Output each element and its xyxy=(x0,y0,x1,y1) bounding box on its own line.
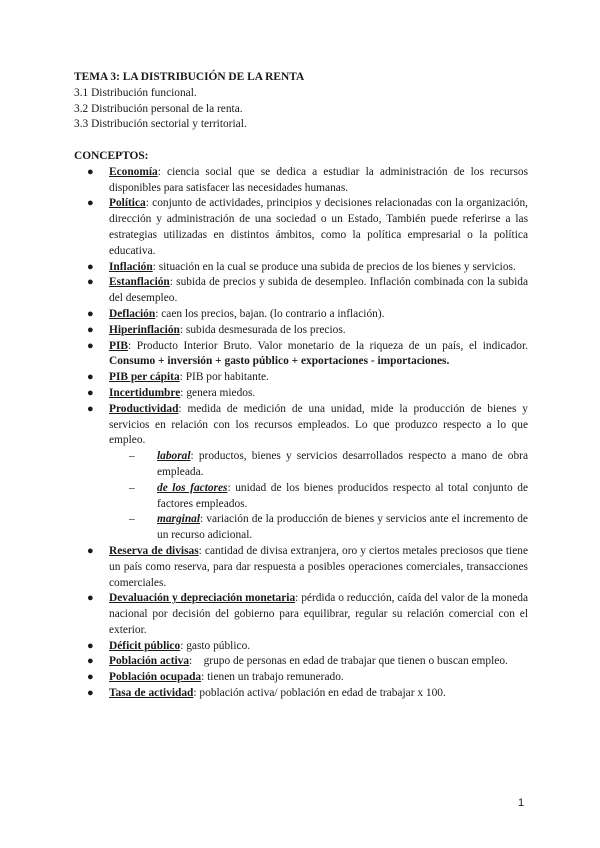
subtype-factores xyxy=(109,481,528,513)
concept-definition: subida de precios y subida de desempleo. Inflación combinada con la subida del desempleo. xyxy=(109,276,528,305)
separator: : xyxy=(198,544,205,557)
bullet-icon: ● xyxy=(87,544,94,557)
subtype-definition: variación de la producción de bienes y servicios ante el incremento de un recurso adicional. xyxy=(157,513,528,542)
bullet-icon: ● xyxy=(87,197,94,210)
bullet-icon: ● xyxy=(87,592,94,605)
concept-term: PIB per cápita xyxy=(109,371,180,384)
concept-definition: ciencia social que se dedica a estudiar la administración de los recursos disponibles para satisfacer las necesidades humanas. xyxy=(109,165,529,194)
concept-estanflacion xyxy=(74,275,528,307)
spacer xyxy=(74,133,528,149)
bullet-icon: ● xyxy=(87,165,94,178)
page-number: 1 xyxy=(518,797,525,809)
bullet-icon: ● xyxy=(87,671,94,684)
concept-term: Tasa de actividad xyxy=(109,687,194,700)
concept-term: Productividad xyxy=(109,402,179,415)
dash-icon: – xyxy=(129,481,135,494)
separator: : xyxy=(200,513,207,526)
concept-definition: cantidad de divisa extranjera, oro y ciertos metales preciosos que tiene un país como reserva, para dar respuesta a posibles operaciones comerciales, transacciones comerciales. xyxy=(109,544,529,589)
concepts-list xyxy=(74,165,528,702)
separator: : xyxy=(180,386,187,399)
separator: : xyxy=(179,371,186,384)
toc-item: 3.3 Distribución sectorial y territorial. xyxy=(74,118,247,131)
concept-term: PIB xyxy=(109,339,128,352)
dash-icon: – xyxy=(129,450,135,463)
concept-term: Deflación xyxy=(109,307,156,320)
concept-definition: genera miedos. xyxy=(186,386,256,399)
concept-pib-per-capita xyxy=(74,370,528,386)
concept-term: Población activa xyxy=(109,655,190,668)
separator: : xyxy=(295,592,302,605)
concept-term: Hiperinflación xyxy=(109,323,180,336)
concept-definition: subida desmesurada de los precios. xyxy=(185,323,346,336)
concept-term: Población ocupada xyxy=(109,671,202,684)
separator: : xyxy=(193,687,200,700)
bullet-icon: ● xyxy=(87,402,94,415)
concept-term: Estanflación xyxy=(109,276,170,289)
bullet-icon: ● xyxy=(87,687,94,700)
concept-definition: gasto público. xyxy=(186,639,251,652)
concept-term: Política xyxy=(109,197,146,210)
separator: : xyxy=(169,276,177,289)
concept-term: Incertidumbre xyxy=(109,386,181,399)
concept-definition: caen los precios, bajan. (lo contrario a inflación). xyxy=(161,307,385,320)
concept-inflacion xyxy=(74,260,528,276)
concept-incertidumbre xyxy=(74,386,528,402)
concept-term: Déficit público xyxy=(109,639,181,652)
separator: : xyxy=(152,260,159,273)
bullet-icon: ● xyxy=(87,386,94,399)
concept-definition: población activa/ población en edad de trabajar x 100. xyxy=(199,687,446,700)
concept-definition: medida de medición de una unidad, mide la producción de bienes y servicios en relación con los recursos empleados. Lo que produzco respecto a lo que empleo. xyxy=(109,402,528,447)
separator: : xyxy=(189,655,204,668)
subtype-term: laboral xyxy=(157,450,191,463)
bullet-icon: ● xyxy=(87,260,94,273)
concept-deflacion xyxy=(74,307,528,323)
concept-definition: conjunto de actividades, principios y decisiones relacionadas con la organización, dirección y administración de una sociedad o un Estado, También puede referirse a las estrategias utilizadas en distintos ámbitos, como la política empresarial o la política educativa. xyxy=(109,197,528,257)
subtype-definition: productos, bienes y servicios desarrollados respecto a mano de obra empleada. xyxy=(157,450,529,478)
concept-devaluacion xyxy=(74,591,528,638)
concept-economia xyxy=(74,165,528,197)
separator: : xyxy=(180,639,187,652)
separator: : xyxy=(227,481,236,494)
concept-definition: Producto Interior Bruto. Valor monetario de la riqueza de un país, el indicador. xyxy=(136,339,528,352)
subtype-marginal xyxy=(109,512,528,544)
concept-politica xyxy=(74,196,528,259)
concept-term: Reserva de divisas xyxy=(109,544,199,557)
bullet-icon: ● xyxy=(87,371,94,384)
concept-definition: pérdida o reducción, caída del valor de la moneda nacional por decisión del gobierno para equilibrar, regular su relación comercial con el exterior. xyxy=(109,592,529,636)
bullet-icon: ● xyxy=(87,639,94,652)
bullet-icon: ● xyxy=(87,323,94,336)
toc-item: 3.1 Distribución funcional. xyxy=(74,86,197,99)
separator: : xyxy=(128,339,137,352)
subtype-term: marginal xyxy=(157,513,201,526)
dash-icon: – xyxy=(129,513,135,526)
document-page xyxy=(74,70,528,702)
concept-definition: PIB por habitante. xyxy=(185,371,269,384)
concept-poblacion-activa xyxy=(74,654,528,670)
separator: : xyxy=(190,450,199,463)
subtype-definition: unidad de los bienes producidos respecto al total conjunto de factores empleados. xyxy=(157,481,529,510)
concept-term: Inflación xyxy=(109,260,153,273)
bullet-icon: ● xyxy=(87,307,94,320)
pib-formula: Consumo + inversión + gasto público + exportaciones - importaciones. xyxy=(109,355,450,368)
concept-productividad xyxy=(74,402,528,544)
separator: : xyxy=(157,165,168,178)
toc-item: 3.2 Distribución personal de la renta. xyxy=(74,102,243,115)
concepts-heading: CONCEPTOS: xyxy=(74,149,149,162)
separator: : xyxy=(155,307,162,320)
separator: : xyxy=(145,197,153,210)
concept-tasa-actividad xyxy=(74,686,528,702)
document-title: TEMA 3: LA DISTRIBUCIÓN DE LA RENTA xyxy=(74,71,305,83)
bullet-icon: ● xyxy=(87,339,94,352)
concept-term: Devaluación y depreciación monetaria xyxy=(109,592,296,605)
concept-definition: tienen un trabajo remunerado. xyxy=(207,671,344,684)
separator: : xyxy=(201,671,208,684)
concept-pib xyxy=(74,339,528,371)
subtype-laboral xyxy=(109,449,528,481)
bullet-icon: ● xyxy=(87,276,94,289)
subtype-term: de los factores xyxy=(157,481,228,494)
separator: : xyxy=(179,323,186,336)
productividad-subtypes xyxy=(109,449,528,544)
concept-poblacion-ocupada xyxy=(74,670,528,686)
separator: : xyxy=(178,402,188,415)
concept-definition: situación en la cual se produce una subida de precios de los bienes y servicios. xyxy=(158,260,516,273)
concept-hiperinflacion xyxy=(74,323,528,339)
concept-deficit-publico xyxy=(74,639,528,655)
concept-term: Economía xyxy=(109,165,158,178)
concept-definition: grupo de personas en edad de trabajar que tienen o buscan empleo. xyxy=(203,655,508,668)
concept-reserva-divisas xyxy=(74,544,528,591)
bullet-icon: ● xyxy=(87,655,94,668)
